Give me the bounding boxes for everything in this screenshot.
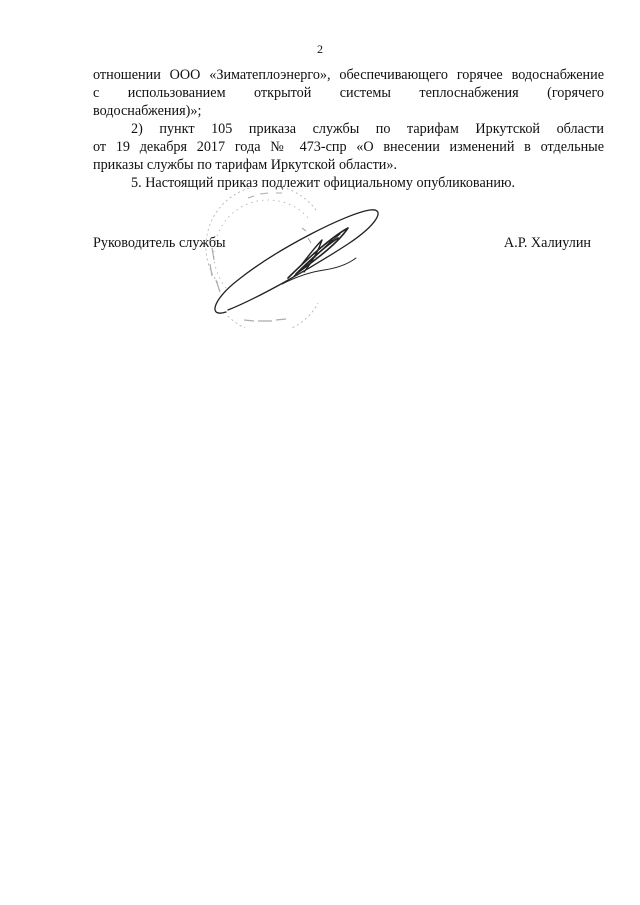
page-number: 2 xyxy=(317,42,323,56)
text-line: 2) пункт 105 приказа службы по тарифам Иркутской области xyxy=(131,121,604,137)
seal-and-signature-image xyxy=(198,188,398,328)
paragraph-item-2 xyxy=(93,120,604,174)
official-stamp-icon xyxy=(206,188,318,328)
paragraph-continuation xyxy=(93,66,604,120)
text-line: от 19 декабря 2017 года № 473-спр «О внесении изменений в отдельные xyxy=(93,139,604,155)
document-body xyxy=(93,66,604,192)
signer-name: А.Р. Халиулин xyxy=(503,235,591,251)
signature-icon xyxy=(215,210,378,313)
paragraph-item-5: 5. Настоящий приказ подлежит официальному опубликованию. xyxy=(131,175,516,191)
text-line: отношении ООО «Зиматеплоэнерго», обеспечивающего горячее водоснабжение xyxy=(93,67,604,83)
text-line: с использованием открытой системы теплоснабжения (горячего xyxy=(93,85,604,101)
text-line: приказы службы по тарифам Иркутской области». xyxy=(93,157,398,173)
text-line: водоснабжения)»; xyxy=(93,103,202,119)
signer-position: Руководитель службы xyxy=(93,235,226,251)
